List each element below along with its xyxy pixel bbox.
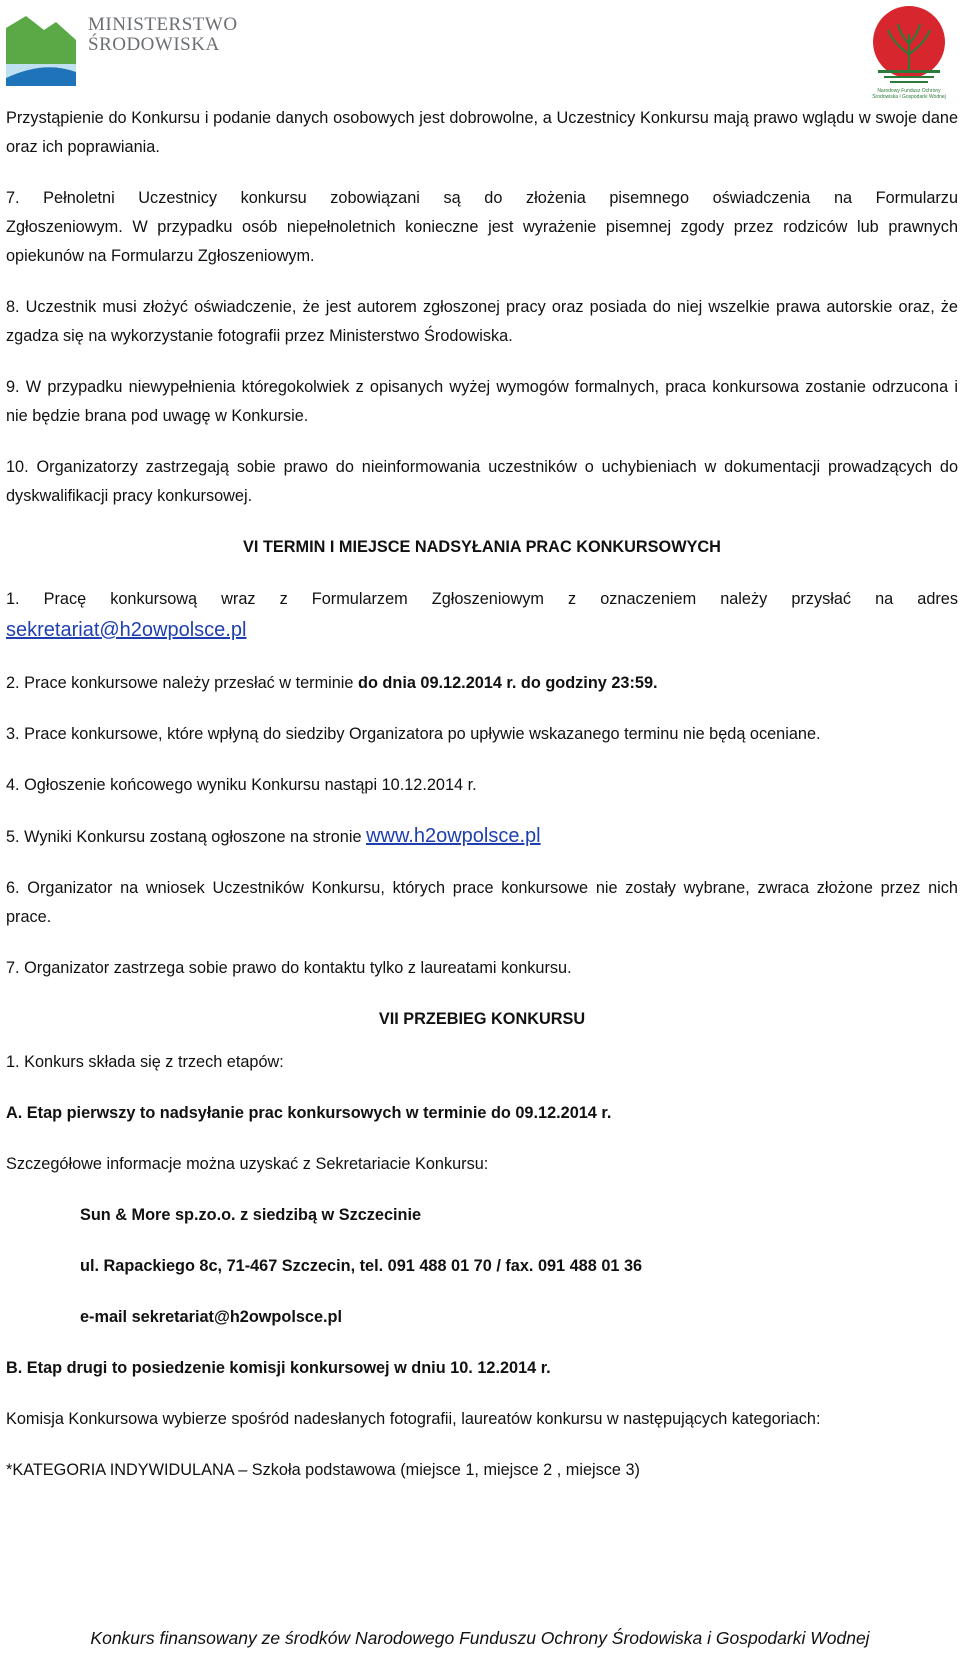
ministry-logo xyxy=(4,6,238,92)
paragraph-vi-2-text: 2. Prace konkursowe należy przesłać w terminie xyxy=(6,674,359,692)
paragraph-vi-1-text: 1. Pracę konkursową wraz z Formularzem Zgłoszeniowym z oznaczeniem należy przysłać na adres xyxy=(6,590,958,608)
page-header xyxy=(0,0,960,100)
stage-a: A. Etap pierwszy to nadsyłanie prac konkursowych w terminie do 09.12.2014 r. xyxy=(6,1104,612,1122)
paragraph-vi-5 xyxy=(6,822,958,852)
paragraph-vi-3: 3. Prace konkursowe, które wpłyną do siedziby Organizatora po upływie wskazanego terminu nie będą oceniane. xyxy=(6,725,821,743)
paragraph-vi-7: 7. Organizator zastrzega sobie prawo do kontaktu tylko z laureatami konkursu. xyxy=(6,959,572,977)
info-paragraph: Szczegółowe informacje można uzyskać z Sekretariacie Konkursu: xyxy=(6,1155,489,1173)
paragraph-10: 10. Organizatorzy zastrzegają sobie prawo do nieinformowania uczestników o uchybieniach w dokumentacji prowadzących do dyskwalifikacji pracy konkursowej. xyxy=(6,458,958,505)
paragraph-7-line1: 7. Pełnoletni Uczestnicy konkursu zobowiązani są do złożenia pisemnego oświadczenia na Formularzu xyxy=(6,189,958,207)
paragraph-8: 8. Uczestnik musi złożyć oświadczenie, że jest autorem zgłoszonej pracy oraz posiada do niej wszelkie prawa autorskie oraz, że zgadza się na wykorzystanie fotografii przez Ministerstwo Środowiska. xyxy=(6,298,958,345)
address-street: ul. Rapackiego 8c, 71-467 Szczecin, tel. 091 488 01 70 / fax. 091 488 01 36 xyxy=(80,1257,643,1275)
stage-b: B. Etap drugi to posiedzenie komisji konkursowej w dniu 10. 12.2014 r. xyxy=(6,1359,551,1377)
ministry-emblem-icon xyxy=(4,6,80,88)
ministry-logo-line2: ŚRODOWISKA xyxy=(88,34,220,55)
paragraph-vi-2-deadline: do dnia 09.12.2014 r. do godziny 23:59. xyxy=(358,674,658,692)
paragraph-7-rest: Zgłoszeniowym. W przypadku osób niepełnoletnich konieczne jest wyrażenie pisemnej zgody przez rodziców lub prawnych opiekunów na Formularzu Zgłoszeniowym. xyxy=(6,218,958,265)
paragraph-vi-4: 4. Ogłoszenie końcowego wyniku Konkursu nastąpi 10.12.2014 r. xyxy=(6,776,477,794)
commission-paragraph: Komisja Konkursowa wybierze spośród nadesłanych fotografii, laureatów konkursu w następujących kategoriach: xyxy=(6,1410,821,1428)
nfosigw-logo-caption: Narodowy Fundusz Ochrony Środowiska i Gospodarki Wodnej xyxy=(872,88,946,100)
category-line: *KATEGORIA INDYWIDULANA – Szkoła podstawowa (miejsce 1, miejsce 2 , miejsce 3) xyxy=(6,1461,640,1479)
nfosigw-emblem-icon xyxy=(864,4,954,88)
paragraph-9: 9. W przypadku niewypełnienia któregokolwiek z opisanych wyżej wymogów formalnych, praca konkursowa zostanie odrzucona i nie będzie brana pod uwagę w Konkursie. xyxy=(6,378,958,425)
address-company: Sun & More sp.zo.o. z siedzibą w Szczecinie xyxy=(80,1206,422,1224)
paragraph-vi-5-text: 5. Wyniki Konkursu zostaną ogłoszone na stronie xyxy=(6,828,367,846)
paragraph-vi-6: 6. Organizator na wniosek Uczestników Konkursu, których prace konkursowe nie zostały wybrane, zwraca złożone przez nich prace. xyxy=(6,879,958,926)
section-heading-vii: VII PRZEBIEG KONKURSU xyxy=(378,1010,586,1028)
email-link[interactable]: sekretariat@h2owpolsce.pl xyxy=(6,619,247,641)
address-email: e-mail sekretariat@h2owpolsce.pl xyxy=(80,1308,343,1326)
ministry-logo-line1: MINISTERSTWO xyxy=(88,14,238,35)
paragraph-vi-2 xyxy=(6,669,958,698)
section-heading-vi: VI TERMIN I MIEJSCE NADSYŁANIA PRAC KONKURSOWYCH xyxy=(243,538,721,556)
document-body xyxy=(6,104,958,1507)
nfosigw-logo xyxy=(864,4,954,100)
website-link[interactable]: www.h2owpolsce.pl xyxy=(366,825,541,847)
paragraph-7 xyxy=(6,184,958,271)
paragraph-vii-1: 1. Konkurs składa się z trzech etapów: xyxy=(6,1053,284,1071)
page-footer: Konkurs finansowany ze środków Narodowego Funduszu Ochrony Środowiska i Gospodarki Wodnej xyxy=(90,1628,870,1648)
paragraph-consent: Przystąpienie do Konkursu i podanie danych osobowych jest dobrowolne, a Uczestnicy Konkursu mają prawo wglądu w swoje dane oraz ich poprawiania. xyxy=(6,109,958,156)
paragraph-vi-1 xyxy=(6,584,958,647)
